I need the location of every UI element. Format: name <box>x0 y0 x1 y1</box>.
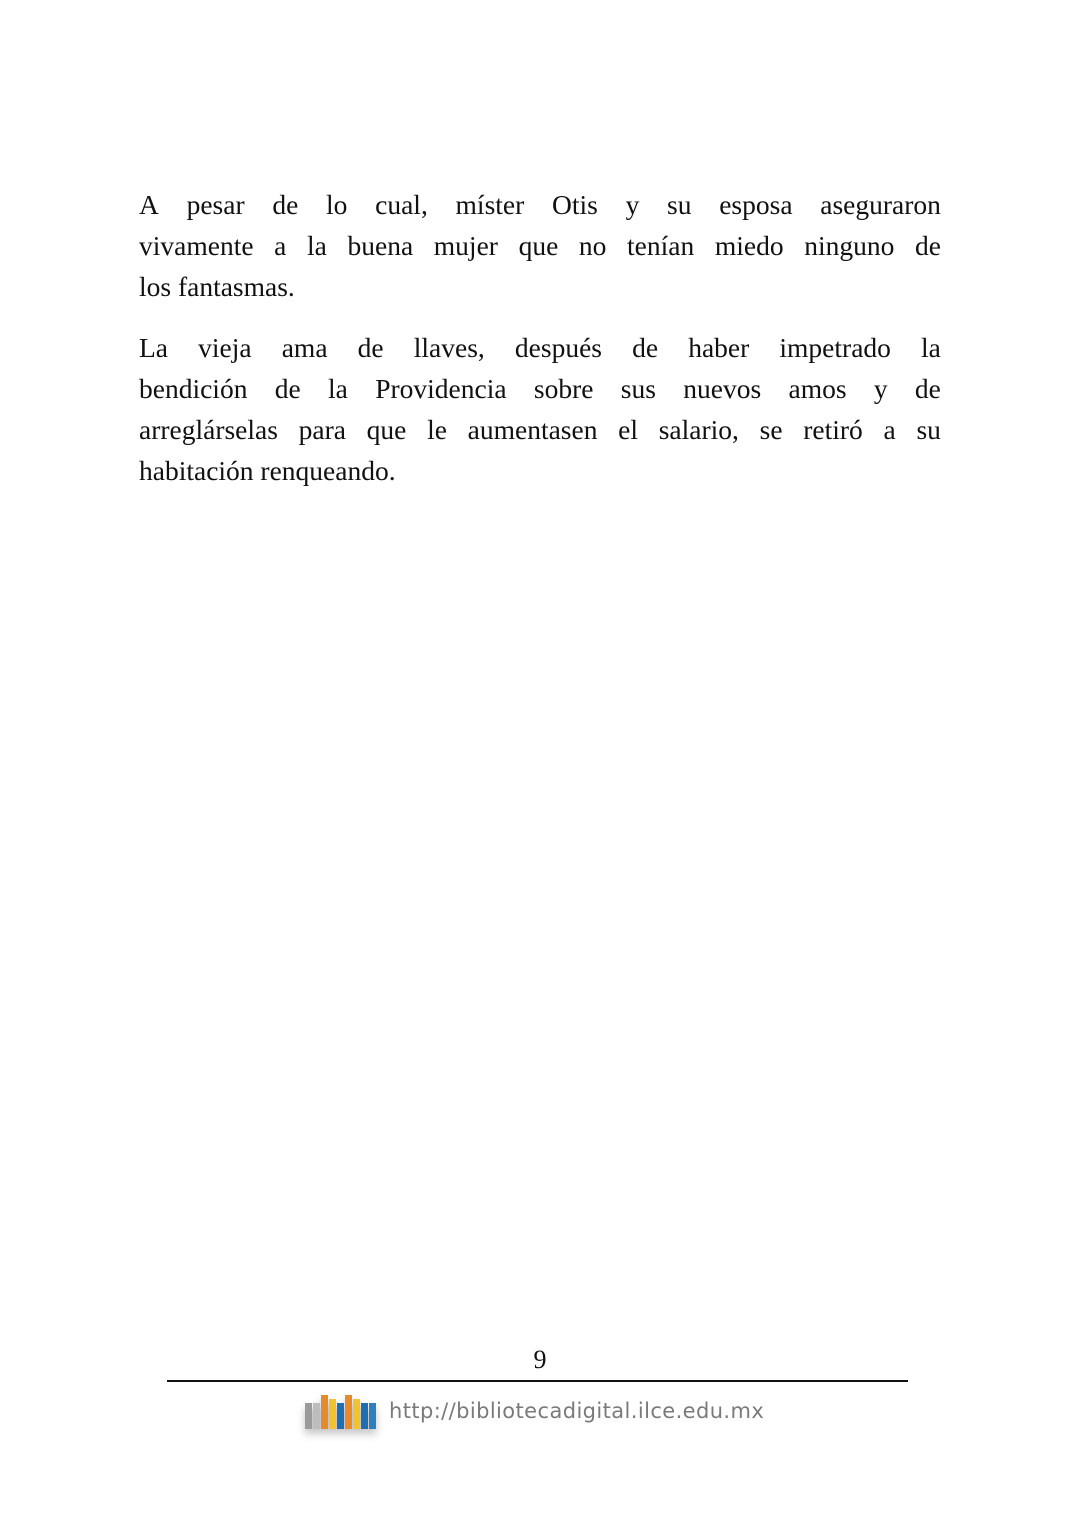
footer-divider <box>167 1380 908 1382</box>
logo-book <box>305 1403 312 1429</box>
text-line: arreglárselas para que le aumentasen el salario, se retiró a su <box>139 414 941 445</box>
logo-book <box>321 1395 328 1429</box>
logo-book <box>337 1403 344 1429</box>
text-line: bendición de la Providencia sobre sus nuevos amos y de <box>139 373 941 404</box>
body-text <box>139 184 941 511</box>
text-line: habitación renqueando. <box>139 455 396 486</box>
text-line: A pesar de lo cual, míster Otis y su esposa aseguraron <box>139 189 941 220</box>
logo-book <box>353 1399 360 1429</box>
paragraph <box>139 327 941 491</box>
paragraph <box>139 184 941 307</box>
footer-url[interactable]: http://bibliotecadigital.ilce.edu.mx <box>389 1399 765 1423</box>
text-line: vivamente a la buena mujer que no tenían miedo ninguno de <box>139 230 941 261</box>
logo-book <box>361 1403 368 1429</box>
text-line: La vieja ama de llaves, después de haber impetrado la <box>139 332 941 363</box>
library-books-logo-icon <box>305 1393 377 1429</box>
logo-book <box>329 1399 336 1429</box>
logo-book <box>345 1395 352 1429</box>
logo-book <box>369 1403 376 1429</box>
footer <box>305 1393 764 1429</box>
logo-book <box>313 1403 320 1429</box>
text-line: los fantasmas. <box>139 271 295 302</box>
page-number: 9 <box>533 1345 547 1374</box>
